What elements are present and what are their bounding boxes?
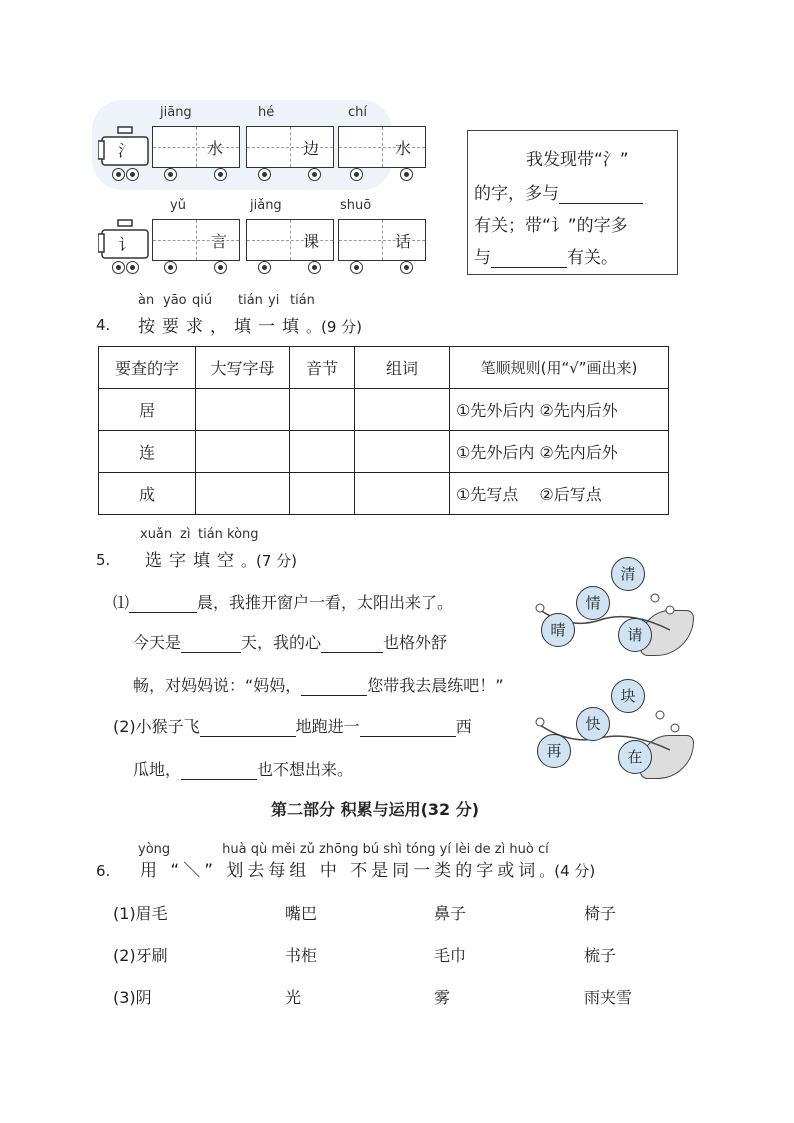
- q5-p2-text: 瓜地，: [133, 760, 182, 779]
- q6-item[interactable]: 椅子: [584, 904, 617, 923]
- q4-pinyin-5: yi: [268, 293, 280, 308]
- q6-item[interactable]: 光: [285, 988, 302, 1007]
- q5-pinyin-3: tián: [198, 527, 223, 542]
- table-row: [99, 389, 669, 431]
- table-row: [99, 473, 669, 515]
- table-cell-empty[interactable]: [196, 431, 290, 473]
- q4-pinyin-4: tián: [238, 293, 263, 308]
- answer-blank[interactable]: [321, 634, 383, 653]
- q5-p1-label: ⑴: [113, 593, 130, 612]
- flower-option: 请: [618, 618, 652, 652]
- table-cell-rule[interactable]: ①先写点 ②后写点: [450, 473, 669, 515]
- table-cell-rule[interactable]: ①先外后内 ②先内后外: [450, 389, 669, 431]
- answer-blank[interactable]: [129, 594, 197, 613]
- table-header-row: [99, 347, 669, 389]
- q5-p2-text: 地跑进一: [295, 717, 360, 736]
- part2-title: 第二部分 积累与运用(32 分): [271, 800, 480, 819]
- train2-radical: 讠: [118, 235, 135, 254]
- q4-pinyin-3: qiú: [192, 293, 213, 308]
- answer-blank[interactable]: [360, 718, 456, 737]
- wheel-icon: [308, 261, 321, 274]
- q5-p1-text: 畅，对妈妈说：“妈妈，: [133, 676, 302, 695]
- char-box: [152, 219, 240, 261]
- q4-score: 。(9 分): [306, 318, 363, 336]
- note-line-3: 有关；带“讠”的字多: [474, 216, 628, 236]
- wheel-icon: [214, 168, 227, 181]
- answer-blank[interactable]: [559, 185, 643, 204]
- table-cell-char: 连: [99, 431, 196, 473]
- q5-pinyin-2: zì: [180, 527, 191, 542]
- q6-item[interactable]: 嘴巴: [285, 904, 318, 923]
- q5-p1-text: 天，我的心: [241, 633, 322, 652]
- char-box: [246, 219, 334, 261]
- answer-blank[interactable]: [301, 677, 367, 696]
- table-cell-char: 成: [99, 473, 196, 515]
- q5-pinyin-1: xuǎn: [140, 527, 173, 542]
- table-header: 要查的字: [99, 347, 196, 389]
- q5-title-text: 选字填空: [145, 551, 241, 571]
- table-cell-empty[interactable]: [355, 389, 450, 431]
- char-box-char: 水: [207, 139, 224, 158]
- q4-title-text: 按要求，填一填: [138, 317, 306, 337]
- table-row: [99, 431, 669, 473]
- q6-score: 。(4 分): [539, 862, 596, 880]
- char-box: [246, 126, 334, 168]
- note-line-4: [474, 243, 618, 268]
- table-cell-empty[interactable]: [355, 431, 450, 473]
- q5-p1-line2: [133, 630, 447, 653]
- note-line-1: 我发现带“氵”: [526, 150, 629, 170]
- table-header: 笔顺规则(用“√”画出来): [450, 347, 669, 389]
- q6-item[interactable]: (2)牙刷: [113, 946, 168, 965]
- train1-radical: 氵: [118, 141, 135, 160]
- q5-title: [145, 546, 297, 571]
- q6-pinyin: yòng huà qù měi zǔ zhōng bú shì tóng yí lèi de zì huò cí: [138, 842, 549, 857]
- wheel-icon: [164, 168, 177, 181]
- table-header: 音节: [290, 347, 355, 389]
- wheel-icon: [112, 168, 125, 181]
- table-cell-empty[interactable]: [196, 473, 290, 515]
- q5-number: 5.: [96, 551, 111, 569]
- q5-p1-text: 今天是: [133, 633, 182, 652]
- q6-number: 6.: [96, 862, 111, 880]
- flower-option: 快: [576, 707, 610, 741]
- q5-p2-text: (2)小猴子飞: [113, 717, 200, 736]
- char-box-char: 水: [395, 139, 412, 158]
- q5-pinyin-4: kòng: [227, 527, 259, 542]
- char-box: [152, 126, 240, 168]
- q5-p2-text: 也不想出来。: [257, 760, 354, 779]
- wheel-icon: [400, 261, 413, 274]
- wheel-icon: [400, 168, 413, 181]
- note-line-2-text: 的字，多与: [474, 184, 559, 204]
- table-header: 组词: [355, 347, 450, 389]
- q4-pinyin-2: yāo: [163, 293, 187, 308]
- wheel-icon: [308, 168, 321, 181]
- train2-pinyin-3: shuō: [340, 198, 372, 213]
- flower-option: 在: [618, 740, 652, 774]
- q5-p1-line1: [113, 590, 453, 613]
- wheel-icon: [350, 261, 363, 274]
- q5-p2-text: 西: [455, 717, 472, 736]
- q5-p1-text: 也格外舒: [383, 633, 448, 652]
- note-line-4-prefix: 与: [474, 248, 491, 268]
- flower-option: 块: [611, 679, 645, 713]
- q4-pinyin-1: àn: [138, 293, 155, 308]
- q4-number: 4.: [96, 316, 111, 334]
- wheel-icon: [164, 261, 177, 274]
- train1-pinyin-2: hé: [258, 105, 275, 120]
- wheel-icon: [350, 168, 363, 181]
- table-header: 大写字母: [196, 347, 290, 389]
- q6-item[interactable]: 梳子: [584, 946, 617, 965]
- table-cell-empty[interactable]: [355, 473, 450, 515]
- q5-p2-line1: [113, 714, 472, 737]
- table-cell-empty[interactable]: [290, 473, 355, 515]
- note-line-2: [474, 179, 643, 204]
- discovery-note-box: [467, 130, 678, 275]
- char-box-char: 边: [303, 139, 320, 158]
- wheel-icon: [258, 261, 271, 274]
- q5-score: 。(7 分): [241, 552, 298, 570]
- answer-blank[interactable]: [181, 761, 257, 780]
- q5-p1-text: 晨，我推开窗户一看，太阳出来了。: [197, 593, 454, 612]
- flower-option: 再: [537, 734, 571, 768]
- flower-option: 情: [576, 586, 610, 620]
- q5-p2-line2: [133, 757, 353, 780]
- table-cell-rule[interactable]: ①先外后内 ②先内后外: [450, 431, 669, 473]
- q4-pinyin-6: tián: [290, 293, 315, 308]
- char-box-char: 言: [211, 232, 228, 251]
- q6-item[interactable]: (1)眉毛: [113, 904, 168, 923]
- table-cell-empty[interactable]: [290, 431, 355, 473]
- wheel-icon: [112, 261, 125, 274]
- q6-title: [140, 856, 595, 881]
- char-box-char: 课: [303, 232, 320, 251]
- q6-item[interactable]: 雨夹雪: [584, 988, 633, 1007]
- char-box: [338, 219, 426, 261]
- q5-p1-text: 您带我去晨练吧！”: [367, 676, 504, 695]
- table-cell-char: 居: [99, 389, 196, 431]
- flower-option: 清: [611, 557, 645, 591]
- train1-pinyin-3: chí: [348, 105, 367, 120]
- train1-pinyin-1: jiāng: [160, 105, 192, 120]
- flower-option: 晴: [541, 613, 575, 647]
- q6-item[interactable]: 鼻子: [434, 904, 467, 923]
- char-box-char: 话: [395, 232, 412, 251]
- answer-blank[interactable]: [491, 249, 567, 268]
- answer-blank[interactable]: [181, 634, 241, 653]
- wheel-icon: [126, 168, 139, 181]
- q6-item[interactable]: 雾: [434, 988, 451, 1007]
- wheel-icon: [258, 168, 271, 181]
- train2-pinyin-2: jiǎng: [250, 198, 282, 213]
- wheel-icon: [126, 261, 139, 274]
- q6-title-text: 用 “＼” 划去每组 中 不是同一类的字或词: [140, 861, 540, 881]
- q4-title: [138, 312, 362, 337]
- q6-item[interactable]: (3)阴: [113, 988, 152, 1007]
- lookup-table: [98, 346, 669, 515]
- q6-item[interactable]: 毛巾: [434, 946, 467, 965]
- table-cell-empty[interactable]: [290, 389, 355, 431]
- q6-item[interactable]: 书柜: [285, 946, 318, 965]
- table-cell-empty[interactable]: [196, 389, 290, 431]
- wheel-icon: [214, 261, 227, 274]
- train2-pinyin-1: yǔ: [170, 198, 186, 213]
- note-line-4-suffix: 有关。: [567, 248, 618, 268]
- answer-blank[interactable]: [200, 718, 296, 737]
- char-box: [338, 126, 426, 168]
- q5-p1-line3: [133, 673, 504, 696]
